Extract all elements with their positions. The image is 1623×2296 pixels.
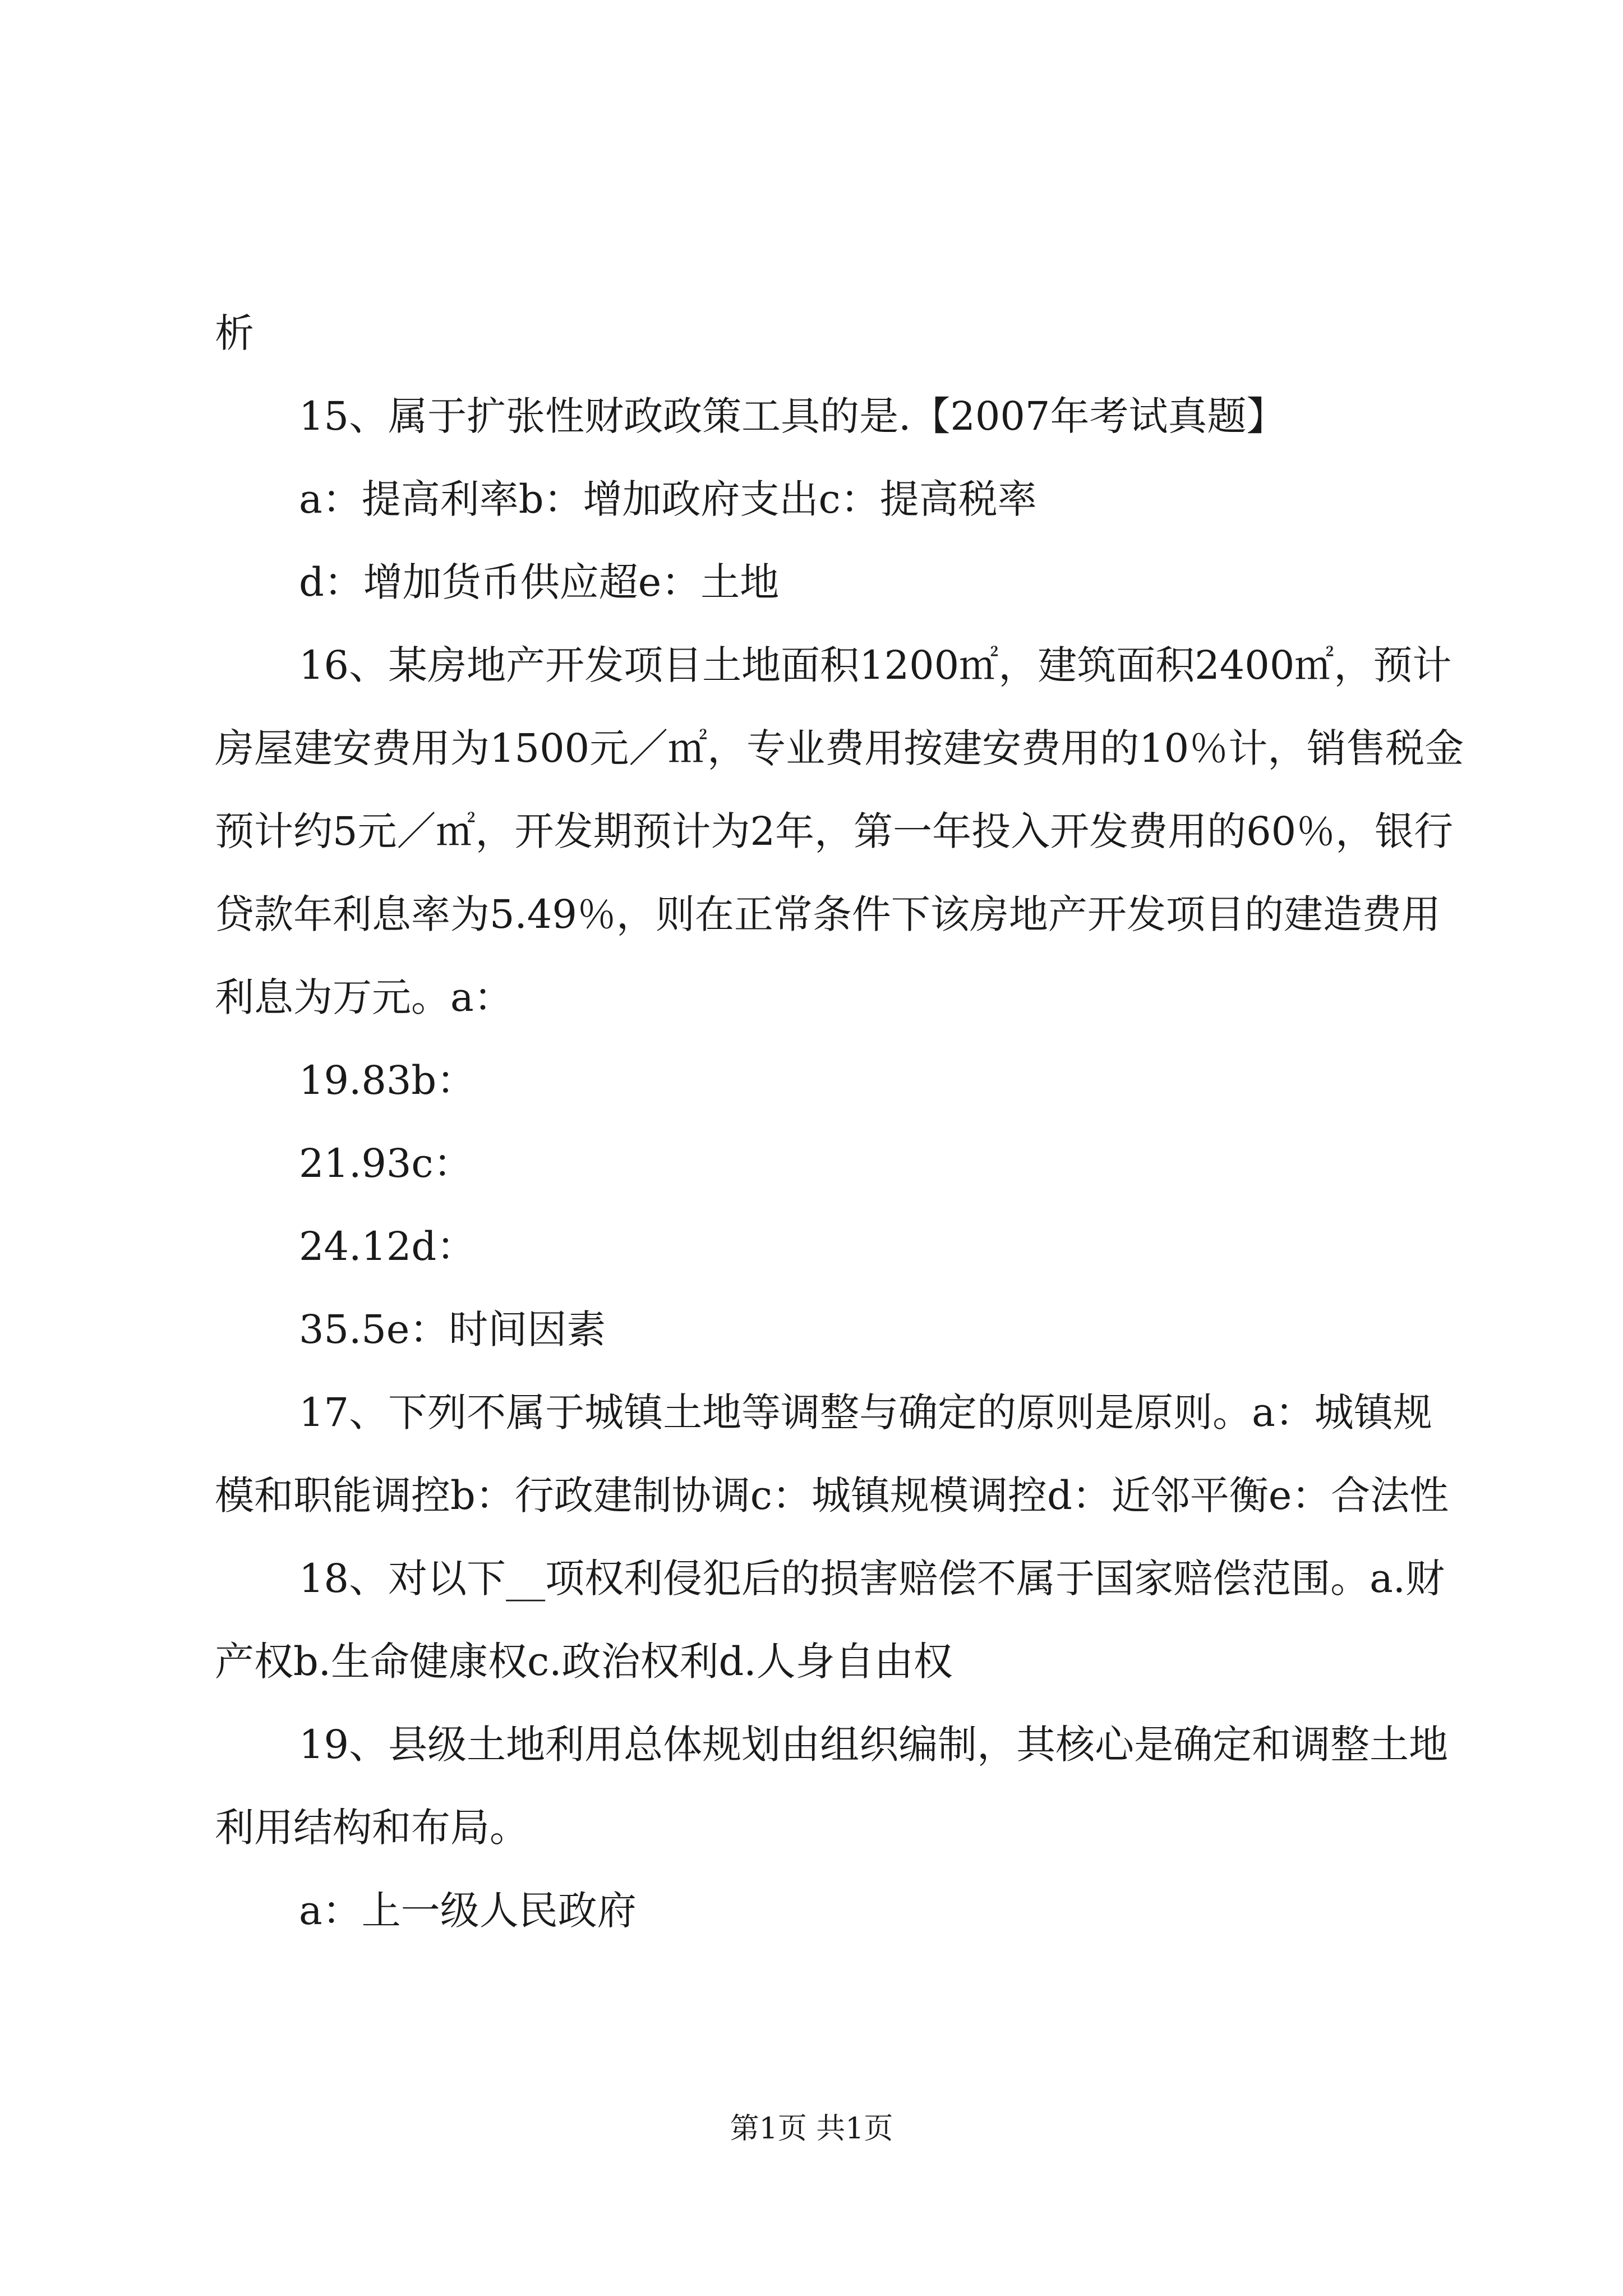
document-body <box>215 292 1465 1952</box>
question-17: 17、下列不属于城镇土地等调整与确定的原则是原则。a：城镇规模和职能调控b：行政建制协调c：城镇规模调控d：近邻平衡e：合法性 <box>215 1389 1449 1519</box>
page-footer: 第1页 共1页 <box>730 2112 893 2146</box>
question-19: 19、县级土地利用总体规划由组织编制，其核心是确定和调整土地利用结构和布局。 <box>215 1722 1449 1851</box>
question-18: 18、对以下__项权利侵犯后的损害赔偿不属于国家赔偿范围。a.财产权b.生命健康权c.政治权利d.人身自由权 <box>215 1556 1445 1685</box>
question-15-options-d-e: d：增加货币供应超e：土地 <box>299 559 780 605</box>
question-16-option-a: 19.83b： <box>299 1057 476 1103</box>
question-16-option-b: 21.93c： <box>299 1140 473 1186</box>
question-16: 16、某房地产开发项目土地面积1200㎡，建筑面积2400㎡，预计房屋建安费用为1500元／㎡，专业费用按建安费用的10％计，销售税金预计约5元／㎡，开发期预计为2年，第一年投入开发费用的60％，银行贷款年利息率为5.49％，则在正常条件下该房地产开发项目的建造费用利息为万元。a： <box>215 642 1464 1020</box>
question-15-options-a-c: a：提高利率b：增加政府支出c：提高税率 <box>299 476 1037 522</box>
question-15: 15、属于扩张性财政政策工具的是.【2007年考试真题】 <box>299 393 1286 439</box>
question-16-option-d: 35.5e：时间因素 <box>299 1306 606 1352</box>
paragraph-fragment: 析 <box>215 310 254 356</box>
question-19-option-a: a：上一级人民政府 <box>299 1888 637 1934</box>
question-16-option-c: 24.12d： <box>299 1223 476 1269</box>
